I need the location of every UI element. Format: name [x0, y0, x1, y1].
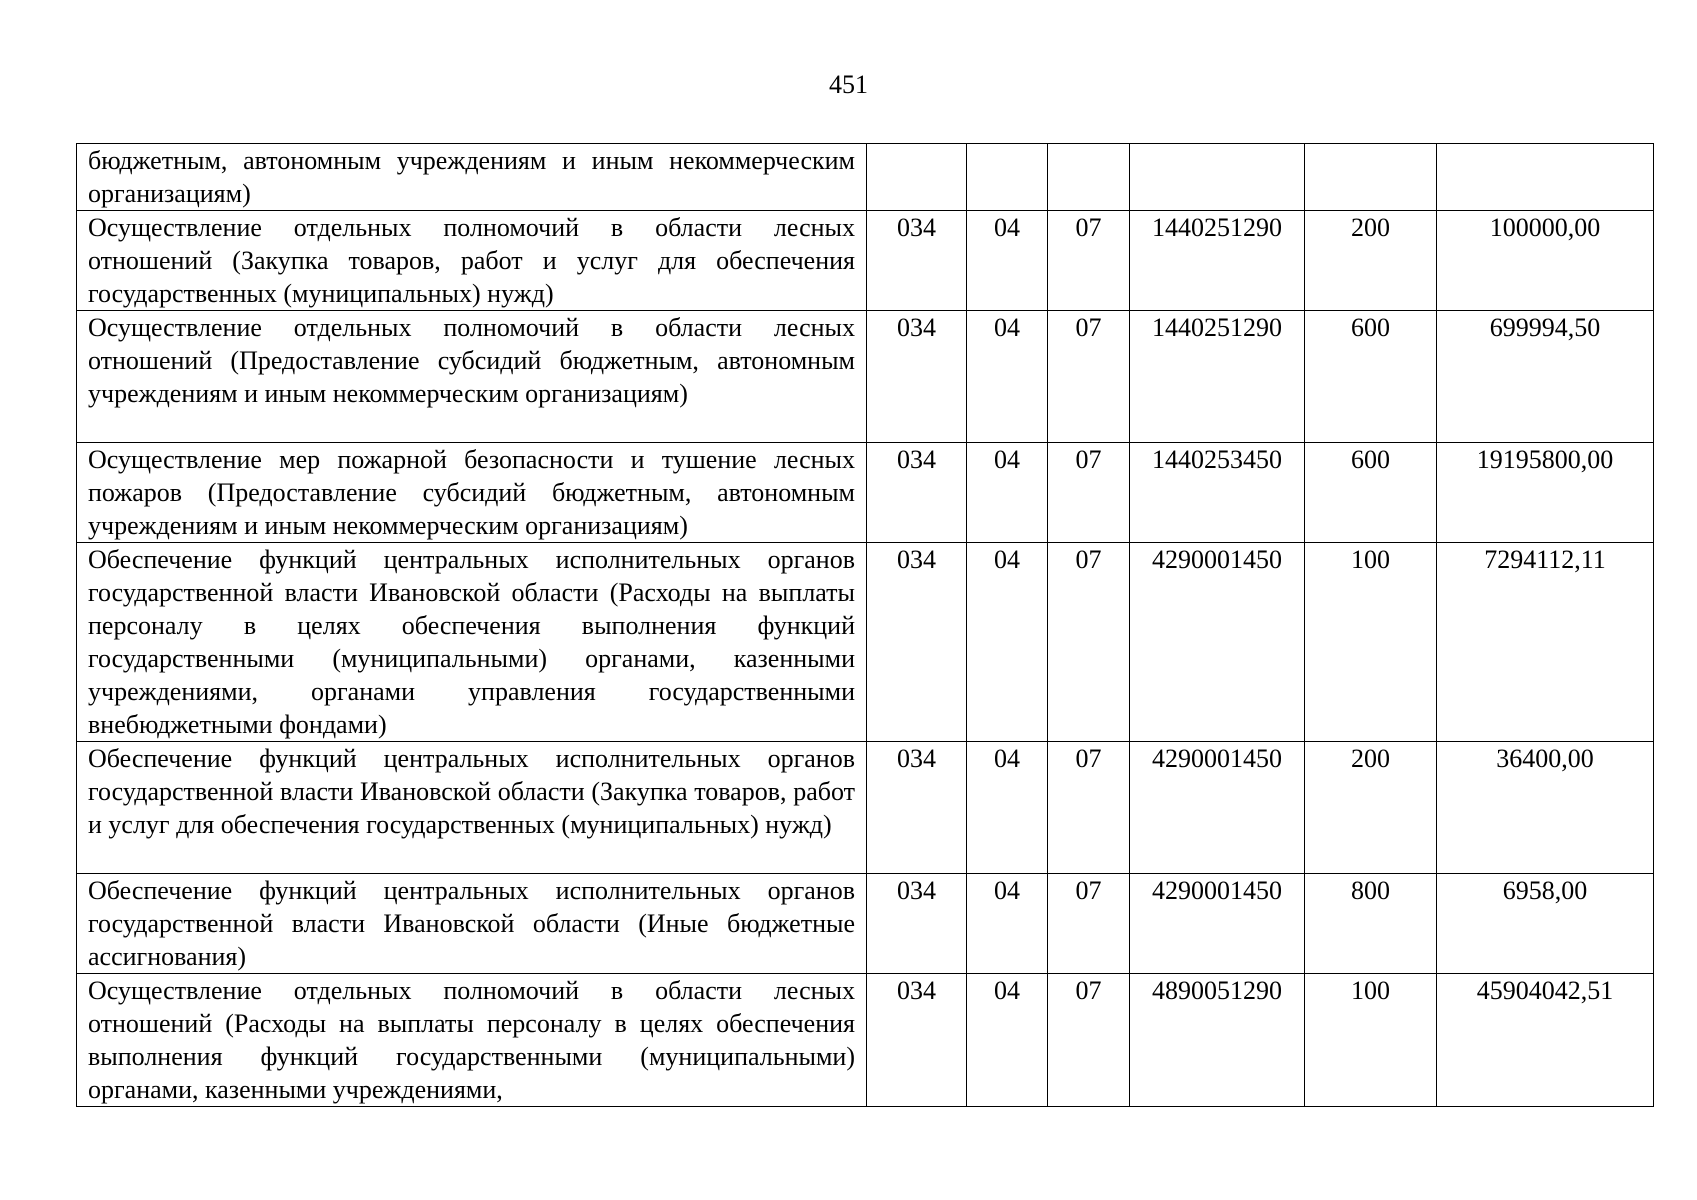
row-target-code — [1130, 144, 1305, 211]
row-description: Обеспечение функций центральных исполнительных органов государственной власти Ивановской области (Закупка товаров, работ и услуг для обеспечения государственных (муниципальных) нужд) — [77, 742, 867, 874]
row-ministry-code: 034 — [867, 543, 967, 742]
row-amount: 45904042,51 — [1437, 974, 1654, 1107]
row-section-code: 04 — [967, 211, 1048, 311]
row-amount: 19195800,00 — [1437, 443, 1654, 543]
row-description: Осуществление мер пожарной безопасности и тушение лесных пожаров (Предоставление субсидий бюджетным, автономным учреждениям и иным некоммерческим организациям) — [77, 443, 867, 543]
row-amount: 100000,00 — [1437, 211, 1654, 311]
row-ministry-code: 034 — [867, 443, 967, 543]
row-amount: 7294112,11 — [1437, 543, 1654, 742]
row-description: Обеспечение функций центральных исполнительных органов государственной власти Ивановской области (Расходы на выплаты персоналу в целях обеспечения выполнения функций государственными (муниципальными) органами, казенными учреждениями, органами управления государственными внебюджетными фондами) — [77, 543, 867, 742]
row-subsection-code: 07 — [1048, 211, 1130, 311]
row-target-code: 4290001450 — [1130, 543, 1305, 742]
row-section-code: 04 — [967, 742, 1048, 874]
budget-table — [76, 143, 1654, 1107]
row-section-code: 04 — [967, 543, 1048, 742]
row-subsection-code: 07 — [1048, 974, 1130, 1107]
row-description: Осуществление отдельных полномочий в области лесных отношений (Предоставление субсидий бюджетным, автономным учреждениям и иным некоммерческим организациям) — [77, 311, 867, 443]
row-section-code: 04 — [967, 443, 1048, 543]
row-amount: 6958,00 — [1437, 874, 1654, 974]
row-target-code: 4890051290 — [1130, 974, 1305, 1107]
row-amount: 699994,50 — [1437, 311, 1654, 443]
table-row — [77, 311, 1654, 443]
row-subsection-code: 07 — [1048, 443, 1130, 543]
row-subsection-code: 07 — [1048, 311, 1130, 443]
row-amount — [1437, 144, 1654, 211]
row-expense-type: 100 — [1305, 543, 1437, 742]
row-expense-type: 600 — [1305, 443, 1437, 543]
table-row — [77, 742, 1654, 874]
table-row — [77, 974, 1654, 1107]
row-ministry-code: 034 — [867, 742, 967, 874]
table-row — [77, 874, 1654, 974]
row-target-code: 1440253450 — [1130, 443, 1305, 543]
row-description: Осуществление отдельных полномочий в области лесных отношений (Закупка товаров, работ и услуг для обеспечения государственных (муниципальных) нужд) — [77, 211, 867, 311]
row-ministry-code: 034 — [867, 311, 967, 443]
row-ministry-code: 034 — [867, 874, 967, 974]
row-section-code — [967, 144, 1048, 211]
row-subsection-code: 07 — [1048, 742, 1130, 874]
row-expense-type — [1305, 144, 1437, 211]
row-expense-type: 800 — [1305, 874, 1437, 974]
row-description: Обеспечение функций центральных исполнительных органов государственной власти Ивановской области (Иные бюджетные ассигнования) — [77, 874, 867, 974]
page-number: 451 — [829, 70, 868, 99]
row-ministry-code: 034 — [867, 211, 967, 311]
row-subsection-code — [1048, 144, 1130, 211]
table-row — [77, 543, 1654, 742]
row-section-code: 04 — [967, 311, 1048, 443]
row-ministry-code — [867, 144, 967, 211]
row-target-code: 1440251290 — [1130, 211, 1305, 311]
row-ministry-code: 034 — [867, 974, 967, 1107]
row-target-code: 4290001450 — [1130, 742, 1305, 874]
row-section-code: 04 — [967, 874, 1048, 974]
row-description: Осуществление отдельных полномочий в области лесных отношений (Расходы на выплаты персоналу в целях обеспечения выполнения функций государственными (муниципальными) органами, казенными учреждениями, — [77, 974, 867, 1107]
row-target-code: 4290001450 — [1130, 874, 1305, 974]
row-expense-type: 200 — [1305, 742, 1437, 874]
table-row — [77, 443, 1654, 543]
row-subsection-code: 07 — [1048, 543, 1130, 742]
row-target-code: 1440251290 — [1130, 311, 1305, 443]
row-subsection-code: 07 — [1048, 874, 1130, 974]
table-row — [77, 144, 1654, 211]
table-row — [77, 211, 1654, 311]
row-section-code: 04 — [967, 974, 1048, 1107]
row-description: бюджетным, автономным учреждениям и иным некоммерческим организациям) — [77, 144, 867, 211]
row-expense-type: 100 — [1305, 974, 1437, 1107]
row-amount: 36400,00 — [1437, 742, 1654, 874]
row-expense-type: 200 — [1305, 211, 1437, 311]
row-expense-type: 600 — [1305, 311, 1437, 443]
